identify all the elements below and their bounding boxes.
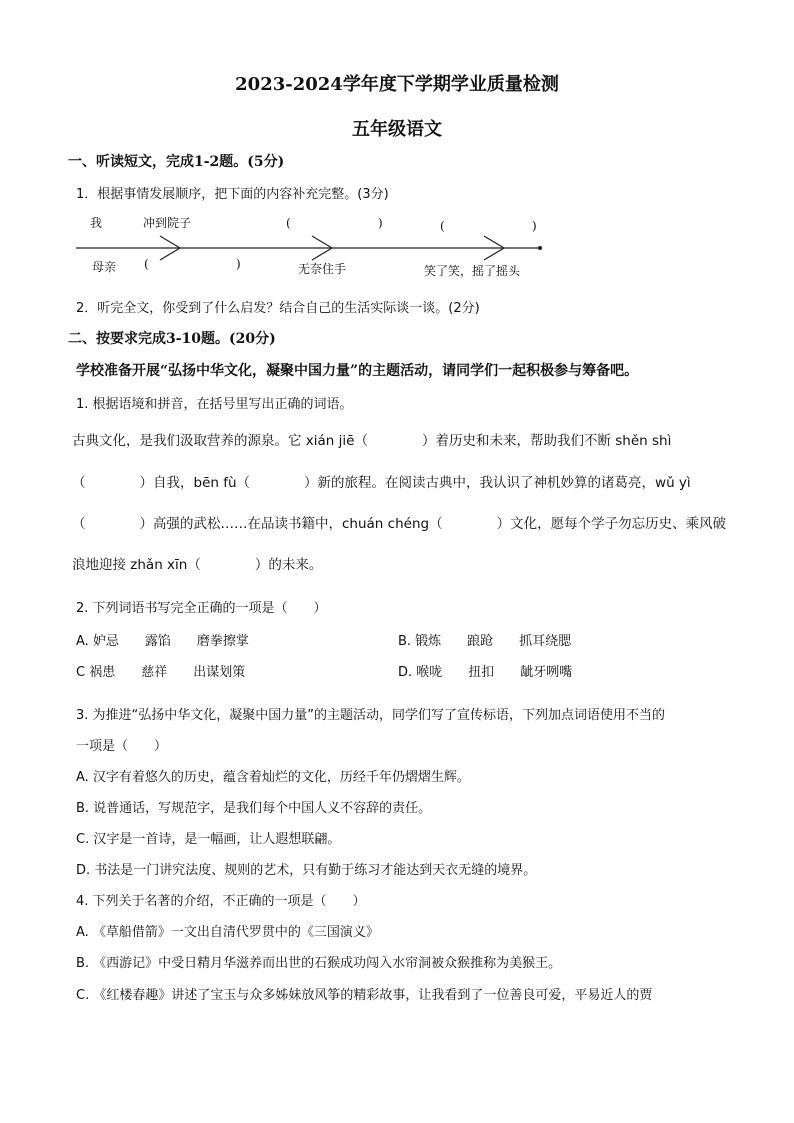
diagram-label-smile: 笑了笑，摇了摇头 [424,264,521,278]
q3-option-d: D. 书法是一门讲究法度、规则的艺术，只有勤于练习才能达到天衣无缝的境界。 [76,863,537,878]
activity-intro: 学校准备开展“弘扬中华文化，凝聚中国力量”的主题活动，请同学们一起积极参与筹备吧。 [76,363,639,379]
fill-line-1: 古典文化，是我们汲取营养的源泉。它 xián jiē（ ）着历史和未来，帮助我们不断 shěn shì [72,433,672,449]
diagram-blank-open-1[interactable]: ( [286,216,291,230]
option-a: A. 妒忌 露馅 磨拳擦掌 [76,634,249,649]
part2-q3-text: 3. 为推进“弘扬中华文化，凝聚中国力量”的主题活动，同学们写了宣传标语，下列加点词语使用不当的 [76,708,666,723]
q3-option-b: B. 说普通话，写规范字，是我们每个中国人义不容辞的责任。 [76,801,432,816]
diagram-blank-close-1: ) [378,216,383,230]
section-heading-2: 二、按要求完成3-10题。(20分) [68,331,276,347]
q4-option-c: C. 《红楼春趣》讲述了宝玉与众多姊妹放风筝的精彩故事，让我看到了一位善良可爱，平易近人的贾 [76,988,653,1003]
q3-option-a: A. 汉字有着悠久的历史，蕴含着灿烂的文化，历经千年仍熠熠生辉。 [76,770,470,785]
section-heading-1: 一、听读短文，完成1-2题。(5分) [68,154,285,170]
diagram-label-mother: 母亲 [92,260,117,274]
diagram-blank-open-3[interactable]: ( [144,257,149,271]
fill-line-4: 浪地迎接 zhǎn xīn（ ）的未来。 [72,557,323,573]
diagram-label-me: 我 [90,216,103,230]
fill-line-3: （ ）高强的武松……在品读书籍中，chuán chéng（ ）文化，愿每个学子勿忘历史、乘风破 [72,516,727,532]
q3-option-c: C. 汉字是一首诗，是一幅画，让人遐想联翩。 [76,832,341,847]
diagram-label-stop: 无奈住手 [298,262,347,276]
question-1-text: 1．根据事情发展顺序，把下面的内容补充完整。(3分) [76,187,389,202]
part2-q3-text-2: 一项是（ ） [76,739,168,754]
page-subtitle: 五年级语文 [352,119,442,140]
diagram-blank-close-3: ) [236,257,241,271]
option-d: D. 喉咙 扭扣 龇牙咧嘴 [398,665,573,680]
page-title: 2023-2024学年度下学期学业质量检测 [235,74,559,95]
diagram-blank-open-2[interactable]: ( [440,219,445,233]
part2-q1-text: 1. 根据语境和拼音，在括号里写出正确的词语。 [76,397,353,412]
diagram-blank-close-2: ) [532,219,537,233]
diagram-label-rush: 冲到院子 [143,216,192,230]
fill-line-2: （ ）自我，bēn fù（ ）新的旅程。在阅读古典中，我认识了神机妙算的诸葛亮，wǔ yì [72,475,691,491]
q4-option-a: A. 《草船借箭》一文出自清代罗贯中的《三国演义》 [76,925,379,940]
part2-q4-text: 4. 下列关于名著的介绍，不正确的一项是（ ） [76,894,366,909]
q4-option-b: B. 《西游记》中受日精月华滋养而出世的石猴成功闯入水帘洞被众猴推称为美猴王。 [76,956,562,971]
option-c: C 祸患 慈祥 出谋划策 [76,665,246,680]
timeline-end-dot [538,246,542,250]
option-b: B. 锻炼 踉跄 抓耳绕腮 [398,634,572,649]
question-2-text: 2．听完全文，你受到了什么启发？结合自己的生活实际谈一谈。(2分) [76,301,480,316]
part2-q2-text: 2. 下列词语书写完全正确的一项是（ ） [76,601,327,616]
